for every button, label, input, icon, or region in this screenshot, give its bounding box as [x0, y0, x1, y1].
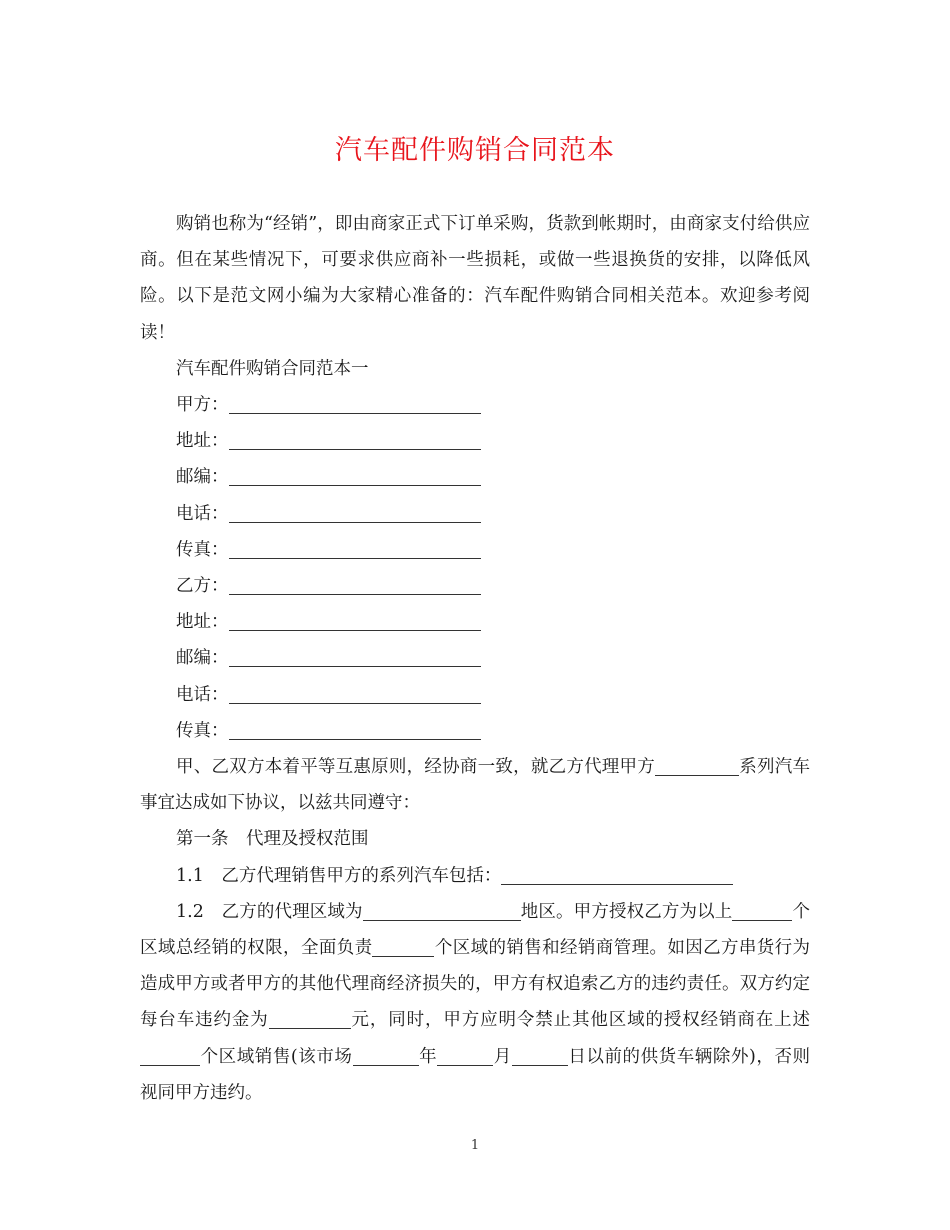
blank-line: [229, 536, 481, 559]
clause-1-1: [140, 858, 810, 894]
blank-line: [501, 862, 733, 885]
blank-line: [269, 1006, 351, 1029]
agreement-text-2: 系列汽车事宜达成如下协议，以兹共同遵守：: [140, 757, 810, 814]
clause-1-2-text-i: 日以前的供货车辆除外)，否则视同甲方违约。: [140, 1046, 811, 1103]
blank-line: [363, 898, 521, 921]
party-field-row: [140, 496, 810, 532]
document-body: [140, 206, 810, 1111]
party-field-row: [140, 459, 810, 495]
clause-1-2-text-b: 地区。甲方授权乙方为以上: [520, 901, 733, 922]
party-field-row: [140, 640, 810, 676]
page-number: 1: [470, 1138, 480, 1153]
party-field-label: 邮编：: [176, 467, 229, 488]
blank-line: [229, 391, 481, 414]
party-field-row: [140, 532, 810, 568]
section-heading: 汽车配件购销合同范本一: [176, 358, 369, 379]
article-1-heading: 第一条 代理及授权范围: [176, 829, 369, 850]
blank-line: [512, 1043, 568, 1066]
blank-line: [229, 717, 481, 740]
clause-1-2-text-f: 个区域销售(该市场: [200, 1046, 353, 1067]
agreement-text-1: 甲、乙双方本着平等互惠原则，经协商一致，就乙方代理甲方: [176, 757, 656, 778]
clause-1-2-text-h: 月: [493, 1046, 512, 1067]
blank-line: [229, 500, 481, 523]
party-field-label: 邮编：: [176, 648, 229, 669]
agreement-paragraph: [140, 749, 810, 821]
clause-1-2: [140, 894, 810, 1111]
party-field-row: [140, 677, 810, 713]
party-field-label: 传真：: [176, 539, 229, 560]
blank-line: [140, 1043, 200, 1066]
clause-1-2-text-d: 个区域的销售和经销商管理。如因乙方串货行为造成甲方或者甲方的其他代理商经济损失的，甲方有权追索乙方的违约责任。双方约定每台车违约金为: [140, 938, 811, 1031]
party-field-label: 电话：: [176, 503, 229, 524]
party-field-row: [140, 387, 810, 423]
party-field-row: [140, 713, 810, 749]
document-title: 汽车配件购销合同范本: [335, 135, 615, 166]
party-field-label: 地址：: [176, 612, 229, 633]
blank-line: [229, 644, 481, 667]
blank-line: [437, 1043, 493, 1066]
clause-1-2-text-c: 个区域总经销的权限，全面负责: [140, 901, 811, 959]
blank-line: [229, 572, 481, 595]
blank-line: [372, 934, 434, 957]
party-field-row: [140, 604, 810, 640]
blank-line: [229, 608, 481, 631]
blank-line: [229, 463, 481, 486]
party-field-label: 乙方：: [176, 576, 229, 597]
party-fields: [140, 387, 810, 749]
clause-1-2-text-g: 年: [418, 1046, 438, 1067]
clause-1-2-text-a: 1.2 乙方的代理区域为: [176, 901, 363, 922]
blank-line: [353, 1043, 419, 1066]
party-field-label: 电话：: [176, 684, 229, 705]
intro-paragraph: 购销也称为“经销”，即由商家正式下订单采购，货款到帐期时，由商家支付给供应商。但在某些情况下，可要求供应商补一些损耗，或做一些退换货的安排，以降低风险。以下是范文网小编为大家精心准备的：汽车配件购销合同相关范本。欢迎参考阅读！: [140, 214, 810, 343]
blank-line: [229, 681, 481, 704]
clause-1-2-text-e: 元，同时，甲方应明令禁止其他区域的授权经销商在上述: [350, 1010, 810, 1031]
party-field-row: [140, 423, 810, 459]
party-field-label: 传真：: [176, 720, 229, 741]
blank-line: [655, 753, 739, 776]
blank-line: [732, 898, 792, 921]
party-field-label: 地址：: [176, 431, 229, 452]
party-field-row: [140, 568, 810, 604]
party-field-label: 甲方：: [176, 395, 229, 416]
blank-line: [229, 427, 481, 450]
clause-1-1-text: 1.1 乙方代理销售甲方的系列汽车包括：: [176, 865, 502, 886]
